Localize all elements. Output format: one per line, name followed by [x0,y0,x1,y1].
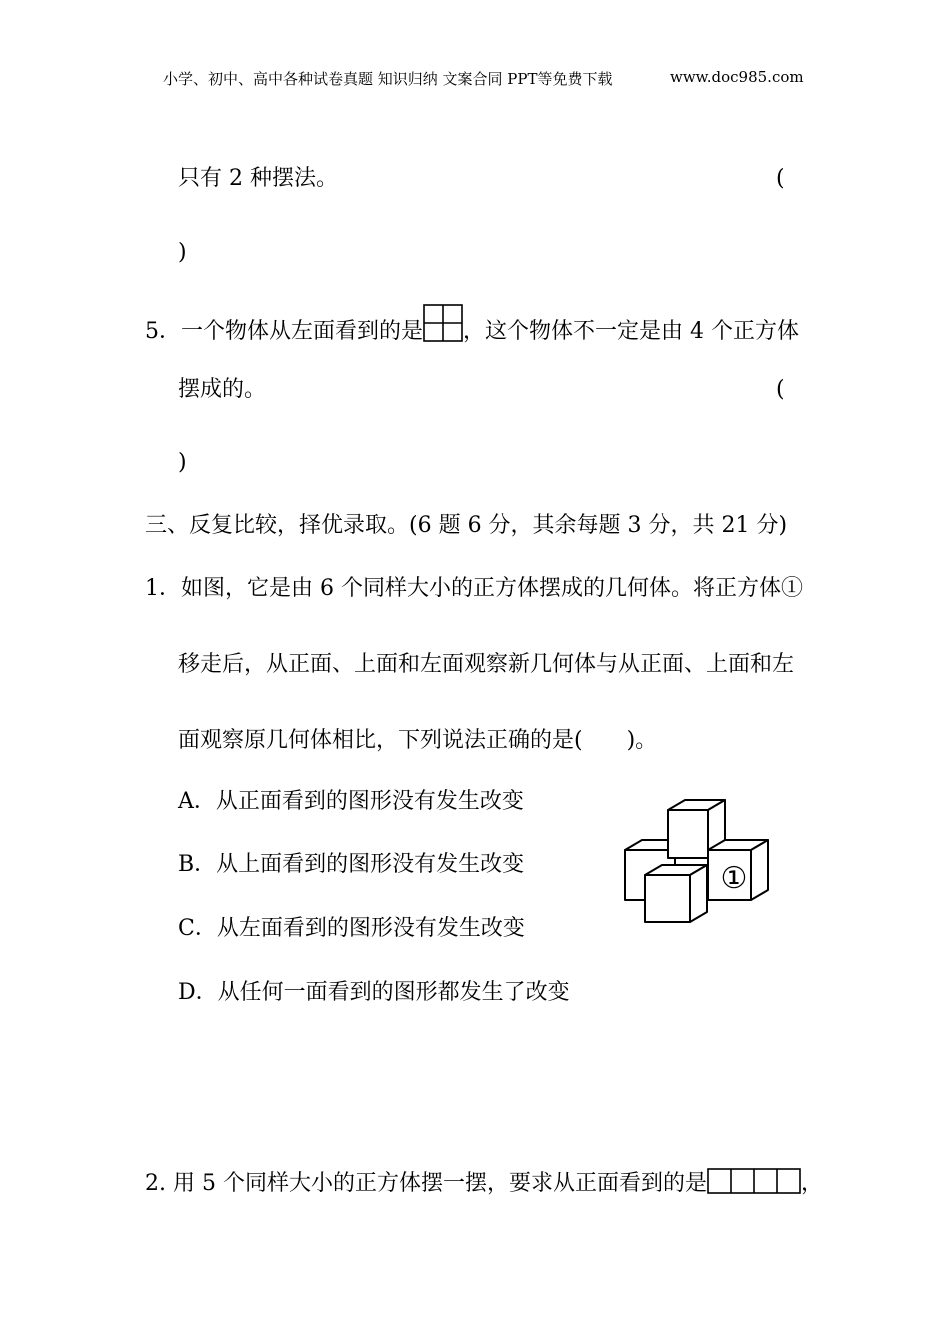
option-b[interactable]: B．从上面看到的图形没有发生改变 [178,852,525,877]
q5-close-paren: ) [178,450,187,475]
square-grid-2x2-icon [423,304,463,342]
s3q1-number: 1． [145,576,181,601]
q4-close-paren: ) [178,240,187,265]
option-c[interactable]: C．从左面看到的图形没有发生改变 [178,916,525,941]
q5-question [145,304,799,345]
square-row-4-icon [707,1168,801,1194]
q5-open-paren: ( [776,377,785,402]
s3q2-text: 2. 用 5 个同样大小的正方体摆一摆，要求从正面看到的是 [145,1171,707,1196]
option-a[interactable]: A．从正面看到的图形没有发生改变 [178,789,524,814]
q5-text-before-icon: 一个物体从左面看到的是 [181,319,424,344]
cube-label-1: ① [720,861,748,896]
header-left-text: 小学、初中、高中各种试卷真题 知识归纳 文案合同 PPT等免费下载 [163,70,613,88]
s3q1-line3: 面观察原几何体相比，下列说法正确的是( )。 [178,728,658,753]
s3q2-question [145,1168,823,1197]
section3-title: 三、反复比较，择优录取。(6 题 6 分，其余每题 3 分，共 21 分) [145,513,788,538]
q5-number: 5． [145,319,181,344]
cube-stack-figure [620,795,775,925]
header-website-link[interactable]: www.doc985.com [670,68,804,86]
s3q1-line2: 移走后，从正面、上面和左面观察新几何体与从正面、上面和左 [178,652,795,677]
s3q1-line1-text: 如图，它是由 6 个同样大小的正方体摆成的几何体。将正方体① [181,576,803,601]
s3q2-trailing-comma: ， [800,1171,823,1196]
q4-open-paren: ( [776,166,785,191]
s3q1-line1 [145,576,803,602]
q5-text-after-icon: ，这个物体不一定是由 4 个正方体 [463,319,800,344]
q5-line2: 摆成的。 [178,377,267,402]
option-d[interactable]: D．从任何一面看到的图形都发生了改变 [178,980,570,1005]
q4-tail-text: 只有 2 种摆法。 [178,166,338,191]
